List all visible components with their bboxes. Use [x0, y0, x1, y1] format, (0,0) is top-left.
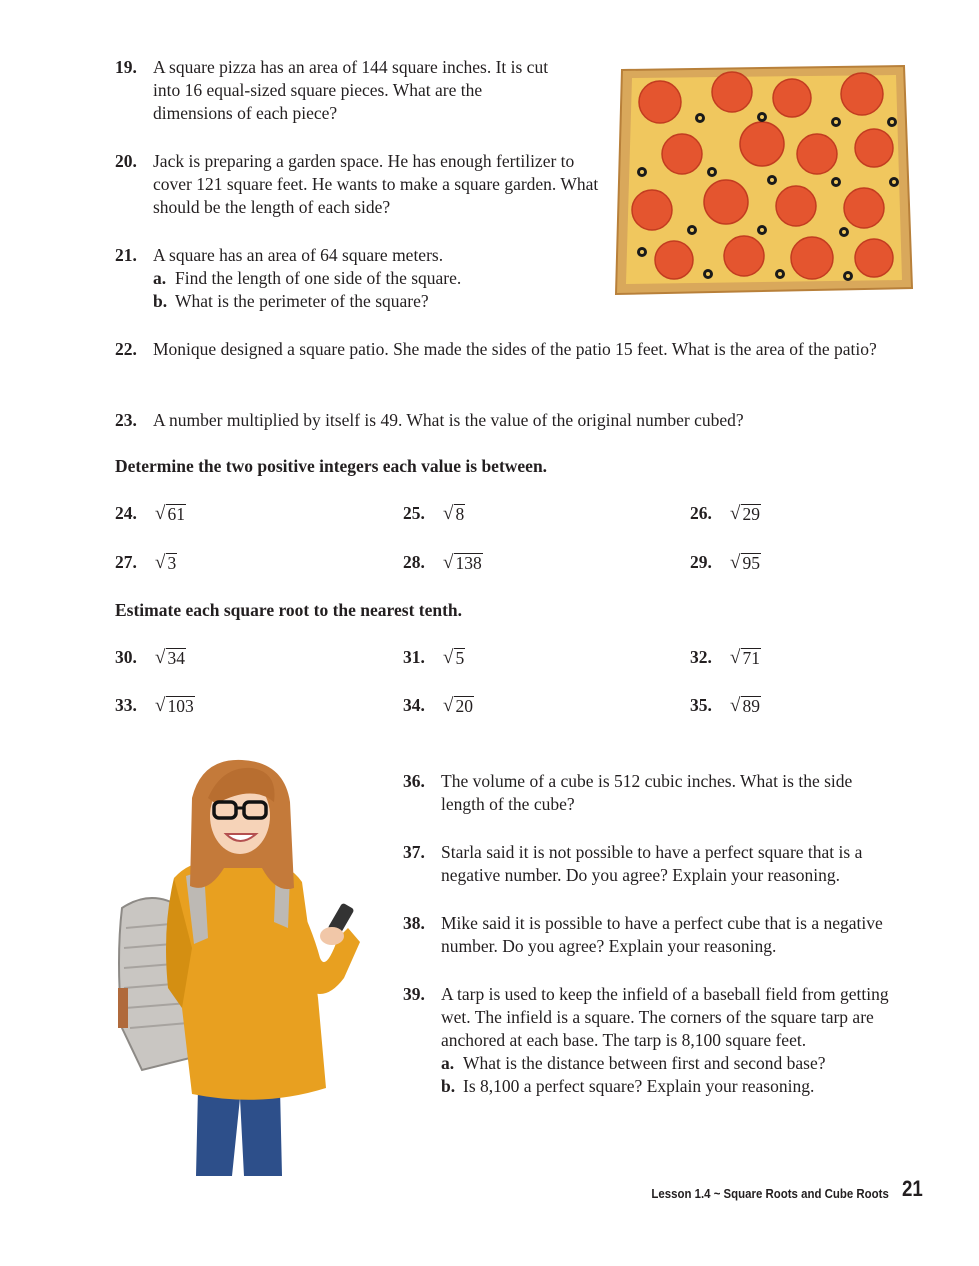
item-number: 25.	[403, 503, 425, 523]
lesson-footer: Lesson 1.4 ~ Square Roots and Cube Roots	[651, 1186, 889, 1201]
item-number: 32.	[690, 647, 712, 667]
item-number: 29.	[690, 552, 712, 572]
sqrt-item	[403, 503, 465, 524]
problem-number: 21.	[115, 245, 137, 265]
problem-number: 38.	[403, 913, 425, 933]
radical-sign: √	[730, 502, 741, 524]
radical	[730, 504, 761, 524]
radical	[155, 553, 177, 573]
radical	[730, 696, 761, 716]
problem-number: 39.	[403, 984, 425, 1004]
problem-part-b	[153, 290, 595, 313]
radical	[443, 553, 483, 573]
sqrt-item	[690, 647, 761, 668]
problem-number: 37.	[403, 842, 425, 862]
problem-number: 20.	[115, 151, 137, 171]
pizza-image	[612, 62, 914, 298]
radical-sign: √	[443, 502, 454, 524]
item-number: 24.	[115, 503, 137, 523]
problem-part-b	[441, 1075, 913, 1098]
radical-sign: √	[155, 694, 166, 716]
item-number: 31.	[403, 647, 425, 667]
item-number: 30.	[115, 647, 137, 667]
sqrt-item	[690, 552, 761, 573]
radicand: 138	[455, 552, 482, 573]
problem-number: 22.	[115, 339, 137, 359]
sqrt-item	[690, 695, 761, 716]
item-number: 27.	[115, 552, 137, 572]
problem-text: A tarp is used to keep the infield of a baseball field from getting wet. The infield is a square. The corners of the square tarp are anchored at each base. The tarp is 8,100 square feet.	[441, 984, 889, 1050]
sqrt-item	[115, 695, 195, 716]
problem-20	[115, 150, 600, 219]
radical-sign: √	[730, 694, 741, 716]
radical-sign: √	[730, 646, 741, 668]
part-text: What is the perimeter of the square?	[175, 291, 429, 311]
problem-36	[403, 770, 883, 816]
sqrt-item	[115, 552, 177, 573]
radical	[155, 648, 186, 668]
radical	[155, 504, 186, 524]
radical	[730, 553, 761, 573]
problem-text: Mike said it is possible to have a perfect cube that is a negative number. Do you agree? Explain your reasoning.	[441, 913, 883, 956]
part-label: b.	[153, 291, 168, 311]
item-number: 35.	[690, 695, 712, 715]
problem-number: 36.	[403, 771, 425, 791]
part-label: b.	[441, 1076, 456, 1096]
radical-sign: √	[730, 551, 741, 573]
part-text: What is the distance between first and second base?	[463, 1053, 826, 1073]
problem-text: A square pizza has an area of 144 square inches. It is cut into 16 equal-sized square pieces. What are the dimensions of each piece?	[153, 57, 549, 123]
problem-text: A number multiplied by itself is 49. What is the value of the original number cubed?	[153, 410, 744, 430]
radical-sign: √	[155, 502, 166, 524]
radical-sign: √	[155, 646, 166, 668]
sqrt-item	[115, 503, 186, 524]
item-number: 34.	[403, 695, 425, 715]
sqrt-item	[403, 647, 465, 668]
part-text: Is 8,100 a perfect square? Explain your reasoning.	[463, 1076, 815, 1096]
radical-sign: √	[443, 646, 454, 668]
sqrt-item	[403, 552, 483, 573]
radical	[730, 648, 761, 668]
problem-37	[403, 841, 903, 887]
problem-23	[115, 409, 905, 432]
sqrt-item	[115, 647, 186, 668]
part-text: Find the length of one side of the square.	[175, 268, 462, 288]
problem-text: Starla said it is not possible to have a perfect square that is a negative number. Do you agree? Explain your reasoning.	[441, 842, 863, 885]
item-number: 33.	[115, 695, 137, 715]
problem-text: A square has an area of 64 square meters.	[153, 245, 444, 265]
problem-part-a	[153, 267, 595, 290]
part-label: a.	[153, 268, 167, 288]
problem-21	[115, 244, 595, 313]
radicand: 29	[742, 503, 760, 524]
part-label: a.	[441, 1053, 455, 1073]
radicand: 8	[455, 503, 465, 524]
radicand: 89	[742, 695, 760, 716]
sqrt-item	[690, 503, 761, 524]
radical	[443, 648, 465, 668]
problem-number: 19.	[115, 57, 137, 77]
radicand: 5	[455, 647, 465, 668]
problem-19	[115, 56, 565, 125]
radical-sign: √	[155, 551, 166, 573]
radicand: 71	[742, 647, 760, 668]
radical	[443, 696, 474, 716]
problem-part-a	[441, 1052, 913, 1075]
problem-text: The volume of a cube is 512 cubic inches. What is the side length of the cube?	[441, 771, 853, 814]
radicand: 34	[167, 647, 185, 668]
radicand: 103	[167, 695, 194, 716]
page-number: 21	[902, 1176, 923, 1201]
item-number: 26.	[690, 503, 712, 523]
radicand: 3	[167, 552, 177, 573]
section-heading: Estimate each square root to the nearest tenth.	[115, 600, 463, 620]
radical-sign: √	[443, 551, 454, 573]
radical-sign: √	[443, 694, 454, 716]
problem-39	[403, 983, 913, 1098]
radical	[155, 696, 195, 716]
section-heading: Determine the two positive integers each value is between.	[115, 456, 548, 476]
problem-22	[115, 338, 905, 361]
problem-text: Monique designed a square patio. She made the sides of the patio 15 feet. What is the area of the patio?	[153, 339, 877, 359]
student-image	[112, 758, 362, 1178]
radicand: 20	[455, 695, 473, 716]
radical	[443, 504, 465, 524]
problem-text: Jack is preparing a garden space. He has enough fertilizer to cover 121 square feet. He wants to make a square garden. What should be the length of each side?	[153, 151, 599, 217]
sqrt-item	[403, 695, 474, 716]
problem-38	[403, 912, 923, 958]
radicand: 61	[167, 503, 185, 524]
item-number: 28.	[403, 552, 425, 572]
problem-number: 23.	[115, 410, 137, 430]
radicand: 95	[742, 552, 760, 573]
